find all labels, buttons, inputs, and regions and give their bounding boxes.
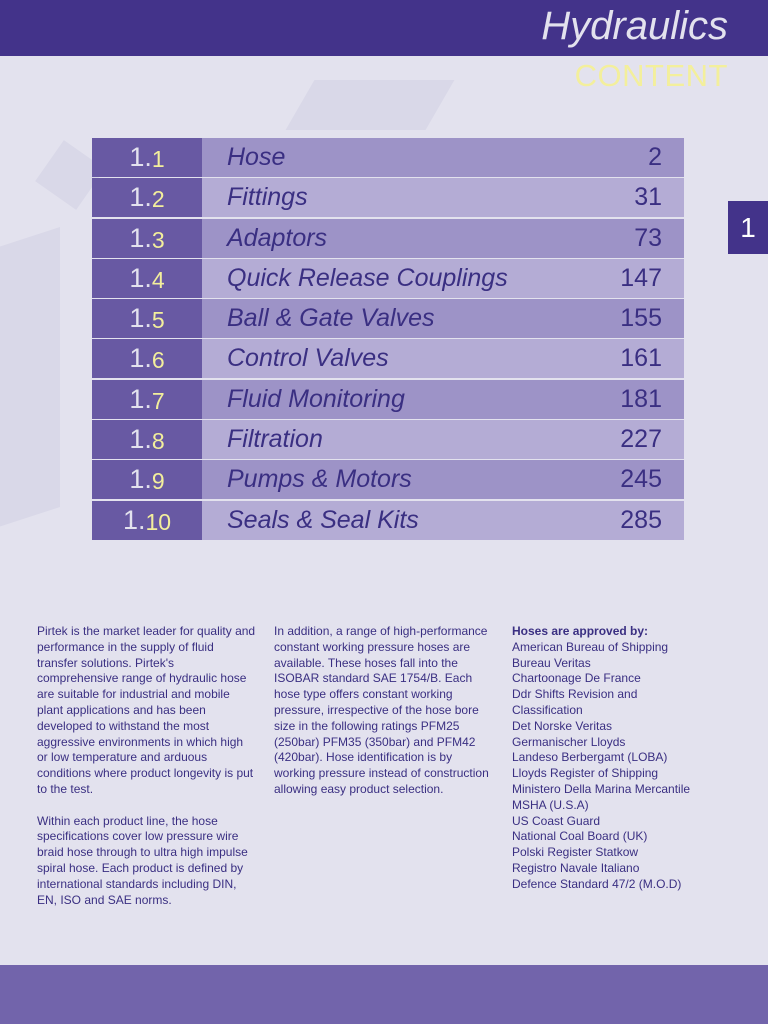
toc-label: Hose (227, 143, 286, 171)
intro-column (37, 624, 257, 924)
toc-section-number: 1. 4 (92, 259, 202, 298)
section-tab: 1 (728, 201, 768, 254)
toc-section-number: 1. 3 (92, 219, 202, 258)
approval-item: American Bureau of Shipping (512, 639, 669, 654)
approval-item: Det Norske Veritas (512, 718, 613, 733)
toc-page-number: 155 (620, 304, 662, 333)
isobar-paragraph: In addition, a range of high-performance constant working pressure hoses are available. These hoses fall into the ISOBAR standard SAE 1754/B. Each hose type offers constant working pressure, irrespective of the hose bore size in the following ratings PFM25 (250bar) PFM35 (350bar) and PFM42 (420bar). Hose identification is by working pressure instead of construction allowing easy product selection. (274, 624, 489, 796)
toc-label: Quick Release Couplings (227, 263, 508, 292)
toc-section-number: 1. 9 (92, 460, 202, 499)
approval-item: National Coal Board (UK) (512, 829, 648, 844)
approval-item: Ddr Shifts Revision and Classification (512, 687, 638, 717)
isobar-column (274, 624, 494, 814)
toc-row[interactable] (92, 420, 684, 459)
toc-row[interactable] (92, 501, 684, 540)
background-shape (286, 80, 455, 130)
toc-row[interactable] (92, 460, 684, 499)
intro-paragraph: Pirtek is the market leader for quality and performance in the supply of fluid transfer solutions. Pirtek's comprehensive range of hydraulic hose are suitable for industrial and mobile plant applications and has been developed to withstand the most aggressive environments in which high or low temperature and arduous conditions where product longevity is put to the test. (37, 624, 256, 796)
page-subtitle: CONTENT (574, 58, 728, 93)
toc-page-number: 161 (620, 344, 662, 373)
toc-page-number: 227 (620, 425, 662, 454)
toc-section-number: 1. 6 (92, 339, 202, 378)
approval-item: Landeso Berbergamt (LOBA) (512, 750, 668, 765)
toc-page-number: 31 (634, 183, 662, 212)
approval-item: Bureau Veritas (512, 655, 591, 670)
toc-page-number: 73 (634, 223, 662, 252)
toc-label: Adaptors (227, 223, 328, 252)
toc-page-number: 181 (620, 384, 662, 413)
toc-row[interactable] (92, 178, 684, 217)
approval-item: Polski Register Statkow (512, 845, 639, 860)
toc-row[interactable] (92, 259, 684, 298)
page-title: Hydraulics (541, 4, 728, 48)
approval-item: US Coast Guard (512, 813, 601, 828)
toc-label: Filtration (227, 425, 323, 454)
toc-page-number: 147 (620, 263, 662, 292)
approval-item: Defence Standard 47/2 (M.O.D) (512, 876, 682, 891)
approval-item: MSHA (U.S.A) (512, 797, 589, 812)
toc-label: Fluid Monitoring (227, 384, 405, 413)
toc-row[interactable] (92, 380, 684, 419)
toc-label: Fittings (227, 183, 308, 212)
approval-item: Chartoonage De France (512, 671, 641, 686)
toc-label: Ball & Gate Valves (227, 304, 435, 333)
toc-label: Seals & Seal Kits (227, 505, 419, 534)
toc-section-number: 1. 7 (92, 380, 202, 419)
approvals-column (512, 624, 732, 893)
approval-item: Lloyds Register of Shipping (512, 766, 659, 781)
toc-page-number: 2 (648, 143, 662, 171)
background-shape (0, 227, 60, 533)
toc-label: Pumps & Motors (227, 465, 412, 494)
toc-section-number: 1. 10 (92, 501, 202, 540)
table-of-contents (92, 138, 684, 541)
toc-section-number: 1. 8 (92, 420, 202, 459)
header-bar (0, 0, 768, 56)
approvals-heading: Hoses are approved by: (512, 624, 649, 638)
toc-section-number: 1. 5 (92, 299, 202, 338)
toc-label: Control Valves (227, 344, 389, 373)
toc-page-number: 285 (620, 505, 662, 534)
approval-item: Registro Navale Italiano (512, 860, 640, 875)
approval-item: Germanischer Lloyds (512, 734, 626, 749)
intro-paragraph: Within each product line, the hose specifications cover low pressure wire braid hose through to ultra high impulse spiral hose. Each product is defined by international standards including DIN, EN, ISO and SAE norms. (37, 813, 248, 907)
footer-bar (0, 965, 768, 1024)
toc-section-number: 1. 2 (92, 178, 202, 217)
toc-row[interactable] (92, 299, 684, 338)
toc-section-number: 1. 1 (92, 138, 202, 177)
toc-row[interactable] (92, 339, 684, 378)
approval-item: Ministero Della Marina Mercantile (512, 781, 691, 796)
toc-row[interactable] (92, 138, 684, 177)
toc-row[interactable] (92, 219, 684, 258)
toc-page-number: 245 (620, 465, 662, 494)
